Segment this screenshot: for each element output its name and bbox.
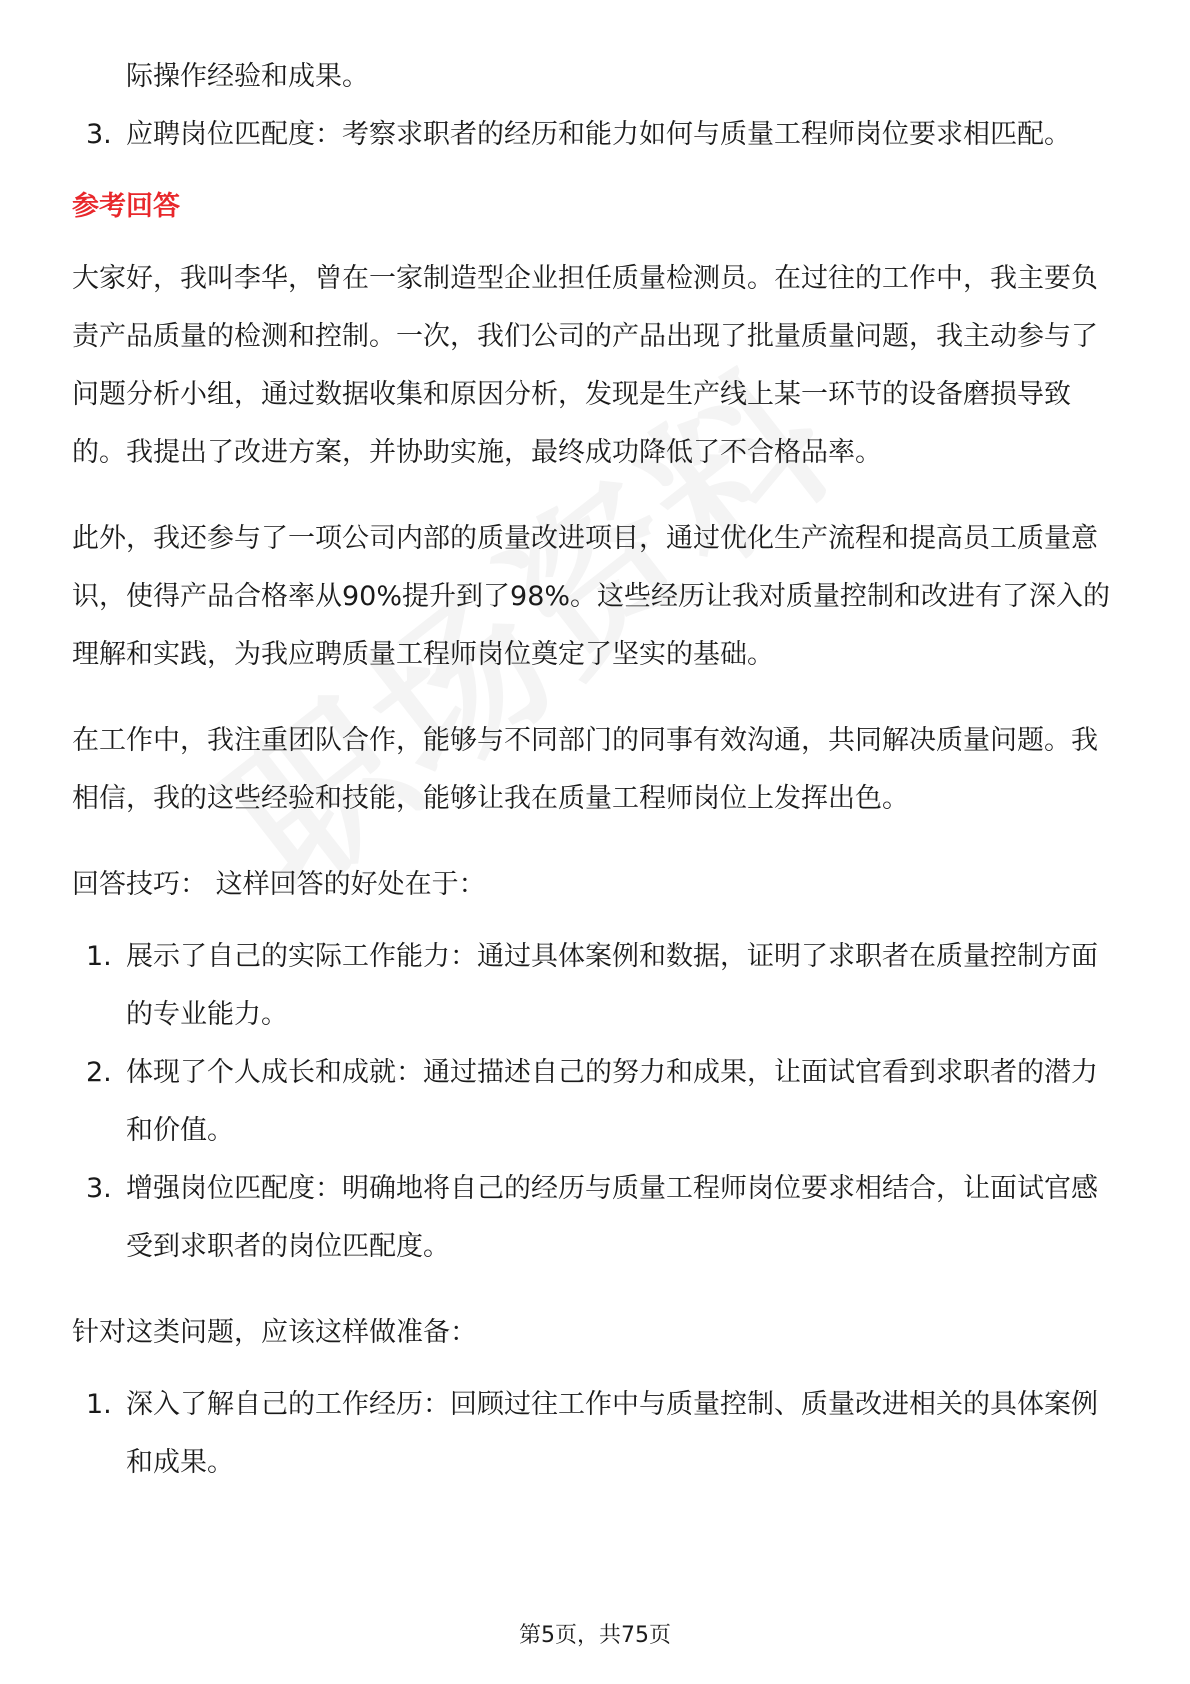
answer-paragraph-3: 在工作中，我注重团队合作，能够与不同部门的同事有效沟通，共同解决质量问题。我相信，我的这些经验和技能，能够让我在质量工程师岗位上发挥出色。 xyxy=(72,725,1098,814)
page-content xyxy=(72,48,1122,1492)
tips-intro: 回答技巧： 这样回答的好处在于： xyxy=(72,869,486,900)
list-item-text: 深入了解自己的工作经历：回顾过往工作中与质量控制、质量改进相关的具体案例和成果。 xyxy=(126,1389,1098,1478)
tip-item-2 xyxy=(72,1044,1122,1160)
prep-intro: 针对这类问题，应该这样做准备： xyxy=(72,1317,477,1348)
list-number: 1. xyxy=(86,1389,112,1420)
continued-list-text: 际操作经验和成果。 xyxy=(126,61,369,92)
answer-paragraph-2: 此外，我还参与了一项公司内部的质量改进项目，通过优化生产流程和提高员工质量意识，使得产品合格率从90%提升到了98%。这些经历让我对质量控制和改进有了深入的理解和实践，为我应聘质量工程师岗位奠定了坚实的基础。 xyxy=(72,523,1111,670)
prep-item-1 xyxy=(72,1376,1122,1492)
tip-item-3 xyxy=(72,1160,1122,1276)
list-item-text: 应聘岗位匹配度：考察求职者的经历和能力如何与质量工程师岗位要求相匹配。 xyxy=(126,119,1071,150)
tip-item-1 xyxy=(72,928,1122,1044)
list-item-text: 体现了个人成长和成就：通过描述自己的努力和成果，让面试官看到求职者的潜力和价值。 xyxy=(126,1057,1098,1146)
list-number: 3. xyxy=(86,1173,112,1204)
list-item-text: 展示了自己的实际工作能力：通过具体案例和数据，证明了求职者在质量控制方面的专业能力。 xyxy=(126,941,1098,1030)
answer-paragraph-1: 大家好，我叫李华，曾在一家制造型企业担任质量检测员。在过往的工作中，我主要负责产品质量的检测和控制。一次，我们公司的产品出现了批量质量问题，我主动参与了问题分析小组，通过数据收集和原因分析，发现是生产线上某一环节的设备磨损导致的。我提出了改进方案，并协助实施，最终成功降低了不合格品率。 xyxy=(72,263,1098,468)
section-heading: 参考回答 xyxy=(72,191,180,222)
evaluation-item-3 xyxy=(72,106,1122,164)
page-footer: 第5页，共75页 xyxy=(519,1623,671,1648)
list-item-text: 增强岗位匹配度：明确地将自己的经历与质量工程师岗位要求相结合，让面试官感受到求职者的岗位匹配度。 xyxy=(126,1173,1098,1262)
list-number: 2. xyxy=(86,1057,112,1088)
prep-list xyxy=(72,1376,1122,1492)
list-number: 3. xyxy=(86,119,112,150)
list-number: 1. xyxy=(86,941,112,972)
evaluation-list xyxy=(72,106,1122,164)
tips-list xyxy=(72,928,1122,1276)
